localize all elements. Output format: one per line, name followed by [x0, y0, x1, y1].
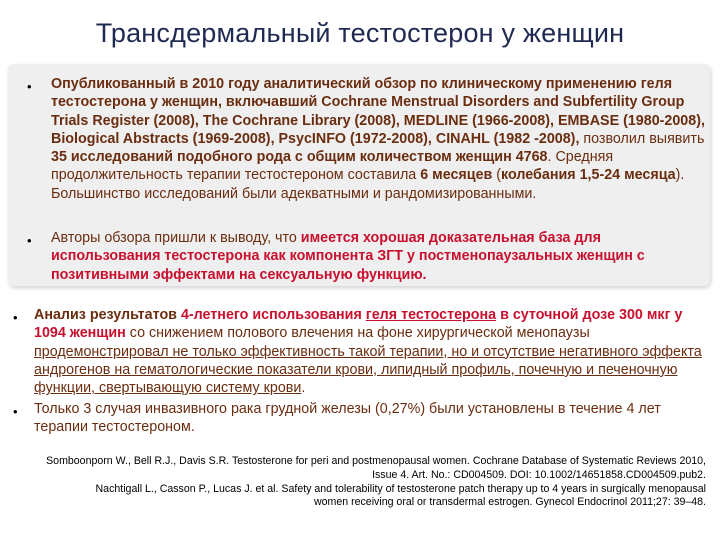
review-range: колебания 1,5-24 месяца [501, 167, 676, 184]
cancer-text: Только 3 случая инвазивного рака грудной железы (0,27%) были установлены в течение 4 лет терапии тестостероном. [34, 401, 661, 436]
reference-2-line-2: women receiving oral or transdermal estrogen. Gynecol Endocrinol 2011;27: 39–48. [314, 496, 706, 509]
bullet-3: • [13, 310, 18, 325]
review-text-2: позволил выявить [579, 130, 705, 147]
review-text: Опубликованный в 2010 году аналитический обзор по клиническому применению геля тестостерона у женщин, включавший Cochrane Menstrual Disorders and Subfertility Group Trials Register (2008), The Cochrane Library (2008), MEDLINE (1966-2008), EMBASE (1980-2008), Biological Abstracts (1969-2008), PsycINFO (1972-2008), CINAHL (1982 -2008), [51, 76, 705, 147]
bullet-item-review [51, 75, 711, 203]
analysis-context: со снижением полового влечения на фоне хирургической менопаузы [125, 325, 590, 342]
bullet-item-cancer [34, 400, 710, 437]
analysis-finding: продемонстрировал не только эффективность такой терапии, но и отсутствие негативного эффекта андрогенов на гематологические показатели крови, липидный профиль, почечную и печеночную функции, свертывающую систему крови [34, 343, 702, 397]
review-text-5: ( [492, 167, 502, 184]
analysis-lead: Анализ результатов [34, 307, 177, 323]
analysis-period: . [301, 380, 306, 397]
bullet-1: • [27, 79, 32, 94]
reference-2-line-1: Nachtigall L., Casson P., Lucas J. et al. Safety and tolerability of testosterone patch therapy up to 4 years in surgically menopausal [95, 482, 706, 495]
conclusion-lead: Авторы обзора пришли к выводу, что [51, 230, 301, 246]
conclusion-highlight: имеется хорошая доказательная база для использования тестостерона как компонента ЗГТ у постменопаузальных женщин с позитивными эффектами на сексуальную функцию. [51, 230, 645, 283]
reference-1-line-2: Issue 4. Art. No.: CD004509. DOI: 10.1002/14651858.CD004509.pub2. [372, 468, 706, 481]
review-text-6: ). Большинство исследований были адекватными и рандомизированными. [51, 167, 685, 202]
analysis-duration: 4-летнего использования [176, 307, 366, 323]
page-title: Трансдермальный тестостерон у женщин [95, 18, 625, 48]
analysis-gel: геля тестостерона [365, 307, 497, 323]
bullet-4: • [13, 404, 18, 419]
bullet-item-conclusion [51, 229, 711, 284]
review-text-4: . Средняя продолжительность терапии тестостероном составила [51, 149, 614, 184]
review-duration: 6 месяцев [420, 167, 493, 184]
review-text-3: подобного рода с общим количеством женщин [172, 149, 516, 166]
bullet-2: • [27, 233, 32, 248]
analysis-dose: в суточной дозе 300 мкг у 1094 женщин [34, 307, 683, 342]
references [6, 455, 706, 510]
review-studies: 35 исследований [51, 149, 173, 166]
review-count: 4768 [515, 149, 548, 166]
bullet-item-analysis [34, 306, 710, 397]
reference-1-line-1: Somboonporn W., Bell R.J., Davis S.R. Testosterone for peri and postmenopausal women. Cochrane Database of Systematic Reviews 2010, [46, 455, 706, 467]
